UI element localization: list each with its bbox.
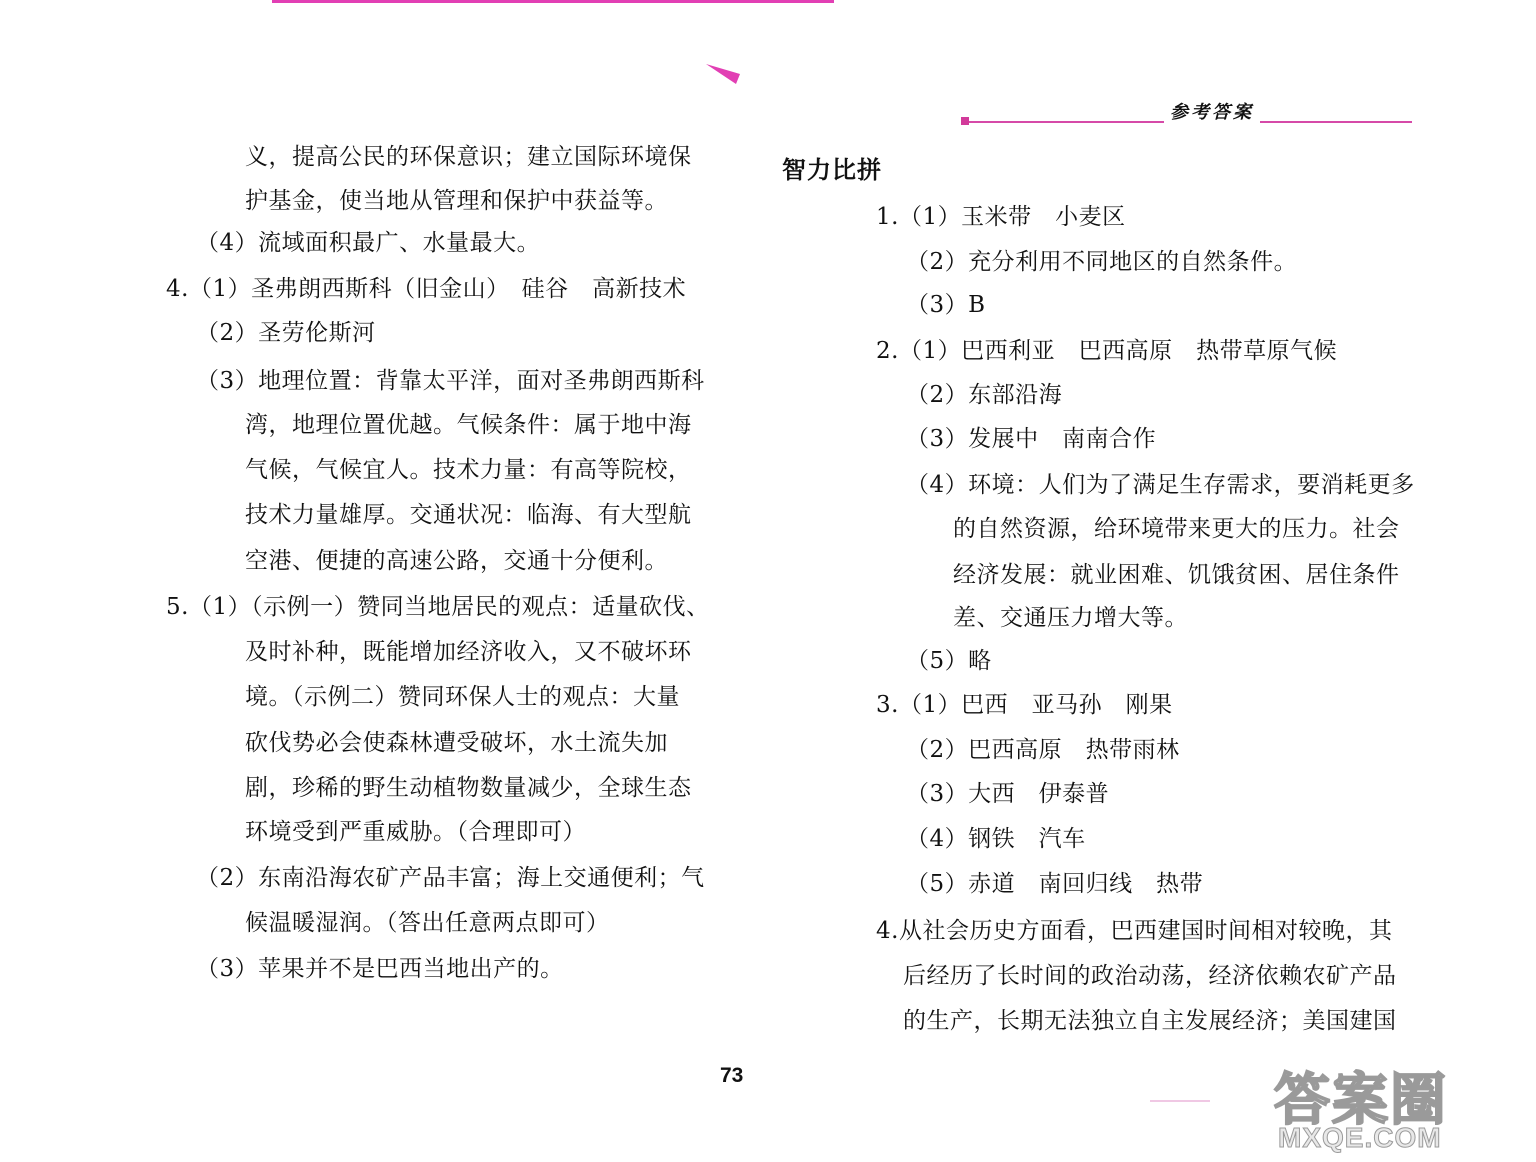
watermark-logo (1274, 1062, 1514, 1154)
decorative-arrow-mark (706, 62, 740, 86)
top-decorative-bar (272, 0, 834, 3)
answer-line: （3）大西 伊泰普 (906, 781, 1110, 807)
answer-line: 剧，珍稀的野生动植物数量减少，全球生态 (245, 775, 692, 801)
answer-line: （2）巴西高原 热带雨林 (906, 737, 1180, 763)
answer-line: 技术力量雄厚。交通状况：临海、有大型航 (245, 502, 692, 528)
answer-line: 5.（1）（示例一）赞同当地居民的观点：适量砍伐、 (166, 594, 710, 620)
header-dot (961, 117, 969, 125)
answer-line: （2）圣劳伦斯河 (196, 320, 376, 346)
answer-line: 境。（示例二）赞同环保人士的观点：大量 (245, 684, 680, 710)
faint-decorative-mark (1150, 1100, 1210, 1102)
answer-line: （4）钢铁 汽车 (906, 826, 1086, 852)
answer-line: （4）流域面积最广、水量最大。 (196, 230, 541, 256)
answer-line: （3）地理位置：背靠太平洋，面对圣弗朗西斯科 (196, 368, 705, 394)
watermark-url: MXQE.COM (1278, 1122, 1442, 1153)
answer-line: （5）赤道 南回归线 热带 (906, 871, 1204, 897)
answer-line: 湾，地理位置优越。气候条件：属于地中海 (245, 412, 692, 438)
answer-line: 经济发展：就业困难、饥饿贫困、居住条件 (953, 562, 1400, 588)
answer-line: 砍伐势必会使森林遭受破坏，水土流失加 (245, 730, 668, 756)
answer-line: 的生产，长期无法独立自主发展经济；美国建国 (903, 1008, 1397, 1034)
answer-line: （5）略 (906, 648, 992, 674)
answer-line: 气候，气候宜人。技术力量：有高等院校， (245, 457, 692, 483)
answer-line: 4.从社会历史方面看，巴西建国时间相对较晚，其 (876, 918, 1393, 944)
page-header-title: 参考答案 (1164, 98, 1260, 124)
answer-line: 环境受到严重威胁。（合理即可） (245, 819, 586, 845)
answer-line: 护基金，使当地从管理和保护中获益等。 (245, 188, 668, 214)
answer-line: 后经历了长时间的政治动荡，经济依赖农矿产品 (903, 963, 1397, 989)
answer-line: 1.（1）玉米带 小麦区 (876, 204, 1126, 230)
answer-line: 的自然资源，给环境带来更大的压力。社会 (953, 516, 1400, 542)
page-number: 73 (720, 1064, 744, 1087)
answer-line: 4.（1）圣弗朗西斯科（旧金山） 硅谷 高新技术 (166, 276, 687, 302)
answer-line: 空港、便捷的高速公路，交通十分便利。 (245, 548, 668, 574)
answer-line: （3）苹果并不是巴西当地出产的。 (196, 956, 564, 982)
answer-line: 差、交通压力增大等。 (953, 605, 1188, 631)
answer-line: （2）东南沿海农矿产品丰富；海上交通便利；气 (196, 865, 705, 891)
answer-line: （2）充分利用不同地区的自然条件。 (906, 249, 1298, 275)
answer-line: 候温暖湿润。（答出任意两点即可） (245, 910, 610, 936)
watermark-logo-text: 答案圈 (1274, 1068, 1448, 1131)
answer-line: （4）环境：人们为了满足生存需求，要消耗更多 (906, 472, 1415, 498)
answer-line: 3.（1）巴西 亚马孙 刚果 (876, 692, 1173, 718)
section-title: 智力比拼 (782, 155, 882, 184)
answer-line: （3）发展中 南南合作 (906, 426, 1157, 452)
answer-line: 及时补种，既能增加经济收入，又不破坏环 (245, 639, 692, 665)
answer-line: （3）B (906, 292, 986, 318)
answer-line: 义，提高公民的环保意识；建立国际环境保 (245, 144, 692, 170)
answer-line: （2）东部沿海 (906, 382, 1063, 408)
answer-line: 2.（1）巴西利亚 巴西高原 热带草原气候 (876, 338, 1338, 364)
